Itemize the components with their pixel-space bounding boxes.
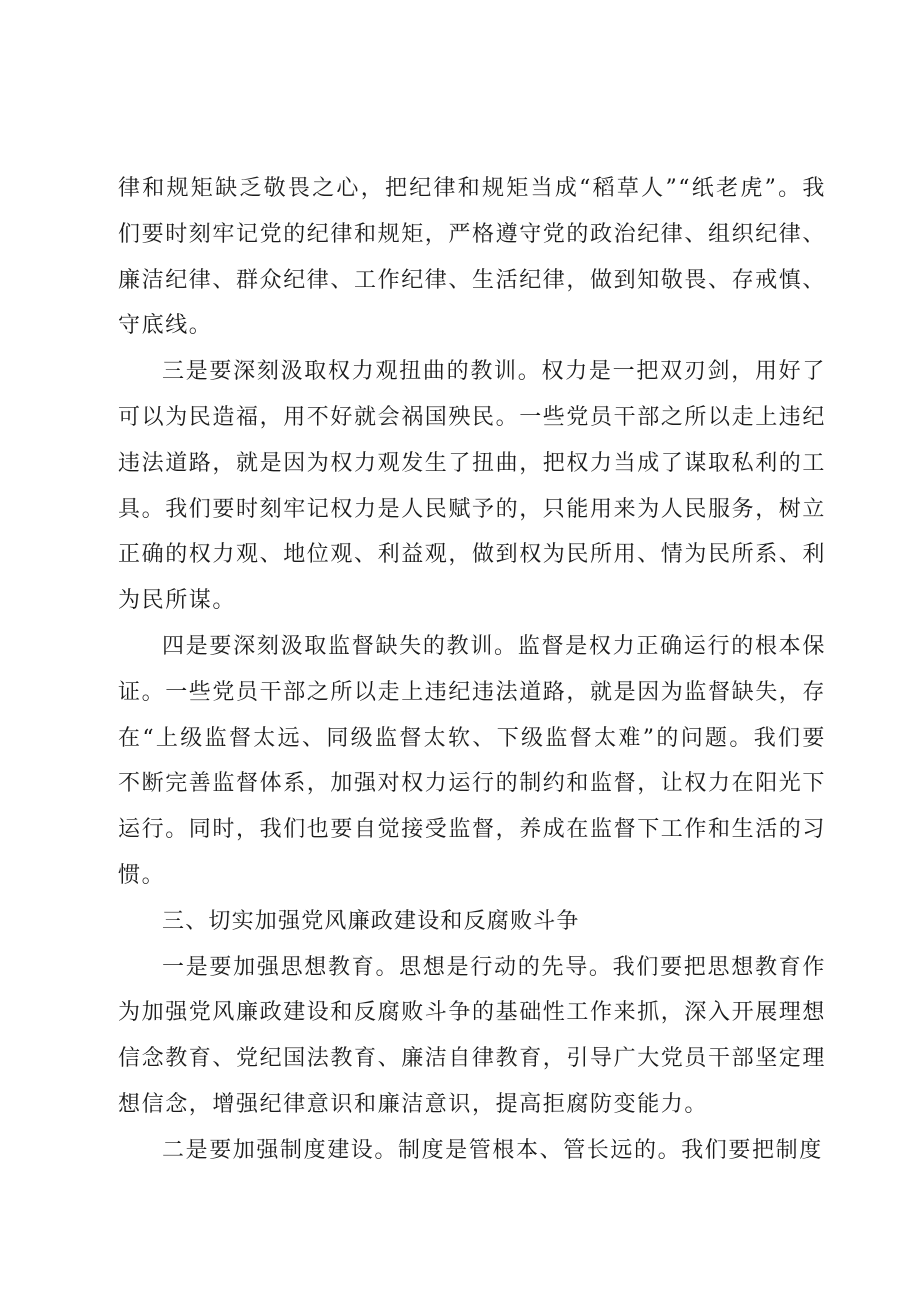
paragraph-lesson-supervision: 四是要深刻汲取监督缺失的教训。监督是权力正确运行的根本保证。一些党员干部之所以走上违纪违法道路，就是因为监督缺失，存在“上级监督太远、同级监督太软、下级监督太难”的问题。我们要不断完善监督体系，加强对权力运行的制约和监督，让权力在阳光下运行。同时，我们也要自觉接受监督，养成在监督下工作和生活的习惯。 xyxy=(118,633,827,888)
paragraph-continued: 律和规矩缺乏敬畏之心，把纪律和规矩当成“稻草人”“纸老虎”。我们要时刻牢记党的纪律和规矩，严格遵守党的政治纪律、组织纪律、廉洁纪律、群众纪律、工作纪律、生活纪律，做到知敬畏、存戒慎、守底线。 xyxy=(118,176,827,339)
paragraph-ideological-education: 一是要加强思想教育。思想是行动的先导。我们要把思想教育作为加强党风廉政建设和反腐败斗争的基础性工作来抓，深入开展理想信念教育、党纪国法教育、廉洁自律教育，引导广大党员干部坚定理想信念，增强纪律意识和廉洁意识，提高拒腐防变能力。 xyxy=(118,954,827,1117)
paragraph-lesson-power: 三是要深刻汲取权力观扭曲的教训。权力是一把双刃剑，用好了可以为民造福，用不好就会祸国殃民。一些党员干部之所以走上违纪违法道路，就是因为权力观发生了扭曲，把权力当成了谋取私利的工具。我们要时刻牢记权力是人民赋予的，只能用来为人民服务，树立正确的权力观、地位观、利益观，做到权为民所用、情为民所系、利为民所谋。 xyxy=(118,359,827,614)
document-body xyxy=(118,166,826,1174)
paragraph-system-building: 二是要加强制度建设。制度是管根本、管长远的。我们要把制度 xyxy=(162,1137,823,1163)
section-heading: 三、切实加强党风廉政建设和反腐败斗争 xyxy=(162,908,580,934)
